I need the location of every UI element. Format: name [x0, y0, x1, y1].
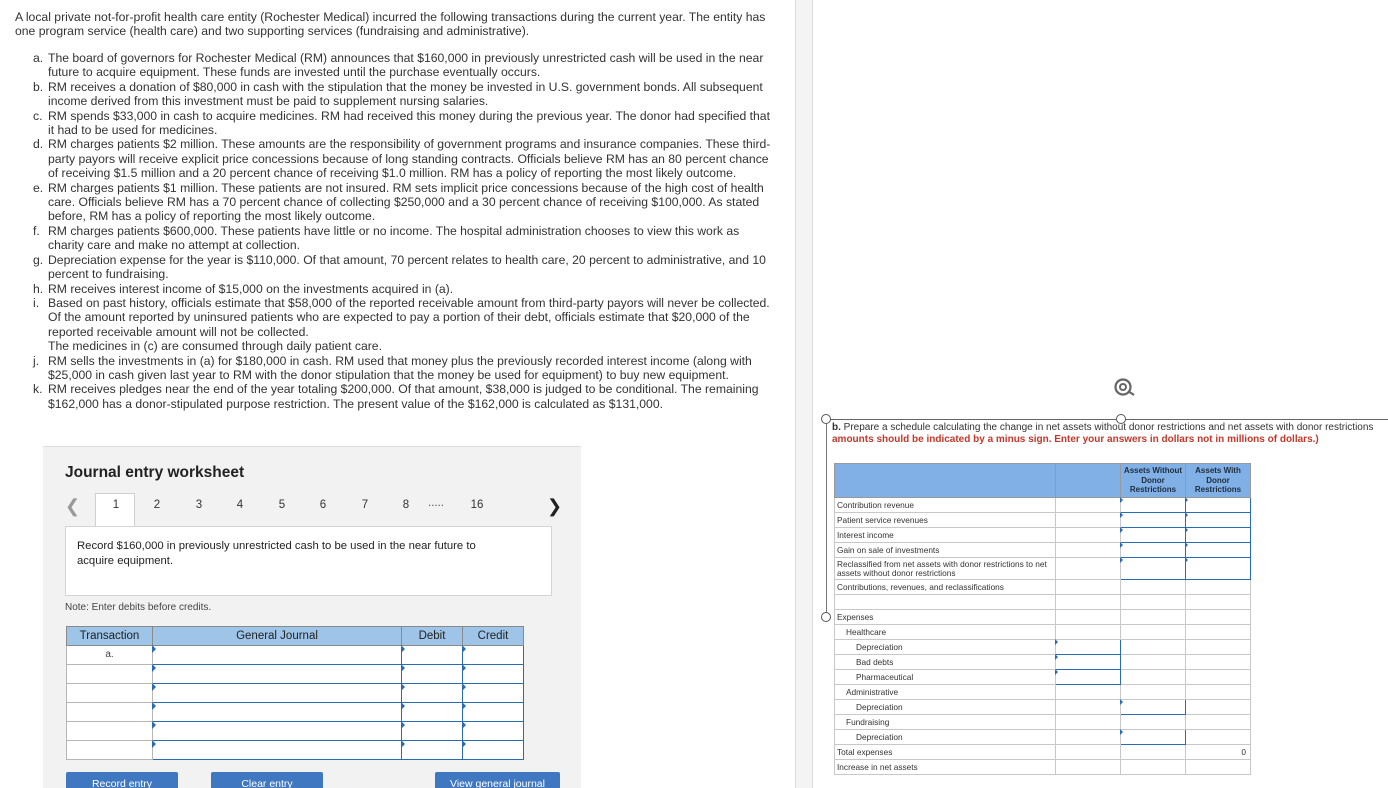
journal-row [67, 741, 524, 760]
row-spacer [835, 595, 1056, 610]
schedule-header-label [835, 464, 1056, 498]
transaction-item [33, 181, 771, 224]
schedule-input[interactable] [1121, 730, 1186, 745]
transaction-item [33, 282, 771, 296]
schedule-cell [1056, 760, 1121, 775]
page-tab[interactable]: 7 [361, 499, 369, 511]
transaction-cell [67, 684, 153, 703]
transaction-item [33, 253, 771, 282]
chevron-right-icon[interactable]: ❯ [547, 496, 563, 516]
col-without-donor: Assets Without Donor Restrictions [1121, 464, 1186, 498]
page-tab[interactable]: 4 [236, 499, 244, 511]
schedule-cell [1056, 685, 1121, 700]
credit-input[interactable] [463, 665, 524, 684]
account-input[interactable] [153, 684, 402, 703]
journal-row [67, 703, 524, 722]
row-increase-net-assets: Increase in net assets [835, 760, 1056, 775]
row-healthcare: Healthcare [835, 625, 1056, 640]
schedule-input[interactable] [1186, 513, 1251, 528]
transaction-letter: i. [33, 295, 40, 310]
schedule-input[interactable] [1186, 558, 1251, 580]
row-patient-service-revenues: Patient service revenues [835, 513, 1056, 528]
anchor-dot [821, 612, 831, 622]
worksheet-title: Journal entry worksheet [65, 464, 245, 481]
page-tab[interactable]: 5 [278, 499, 286, 511]
debit-input[interactable] [402, 646, 463, 665]
col-with-donor: Assets With Donor Restrictions [1186, 464, 1251, 498]
total-with-donor-value: 0 [1186, 745, 1251, 760]
transaction-list [33, 51, 771, 411]
schedule-cell [1121, 760, 1186, 775]
transaction-text: The board of governors for Rochester Medical (RM) announces that $160,000 in previously unrestricted cash will be used in the near future to acquire equipment. These funds are invested until the purchase eventually occurs. [48, 51, 764, 80]
transaction-cell [67, 741, 153, 760]
transaction-item [33, 296, 771, 354]
schedule-cell [1056, 730, 1121, 745]
account-input[interactable] [153, 703, 402, 722]
row-contribution-revenue: Contribution revenue [835, 498, 1056, 513]
journal-row [67, 665, 524, 684]
row-administrative: Administrative [835, 685, 1056, 700]
schedule-cell [1056, 745, 1121, 760]
transaction-text: Depreciation expense for the year is $110,000. Of that amount, 70 percent relates to health care, 20 percent to administrative, and 10 percent to fundraising. [48, 252, 766, 282]
row-expenses: Expenses [835, 610, 1056, 625]
transaction-letter: g. [33, 252, 44, 267]
page-tab[interactable]: 16 [470, 499, 484, 511]
page-ellipsis: ..... [428, 497, 444, 509]
transaction-letter: h. [33, 281, 44, 296]
schedule-cell [1121, 640, 1186, 655]
schedule-cell [1121, 625, 1186, 640]
debit-credit-note: Note: Enter debits before credits. [65, 602, 212, 613]
transaction-text: RM charges patients $600,000. These patients have little or no income. The hospital administration chooses to view this work as charity care and make no attempt at collection. [48, 223, 740, 253]
general-journal-table [66, 626, 524, 760]
schedule-cell [1186, 730, 1251, 745]
debit-input[interactable] [402, 665, 463, 684]
transaction-text: RM spends $33,000 in cash to acquire medicines. RM had received this money during the previous year. The donor had specified that it had to be used for medicines. [48, 108, 770, 138]
schedule-cell [1121, 580, 1186, 595]
credit-input[interactable] [463, 684, 524, 703]
journal-row [67, 646, 524, 665]
transaction-text: RM receives pledges near the end of the year totaling $200,000. Of that amount, $38,000 is judged to be conditional. The remaining $162,000 has a donor-stipulated purpose restriction. The present value of the $162,000 is calculated as $131,000. [48, 382, 759, 411]
account-input[interactable] [153, 722, 402, 741]
transaction-item [33, 80, 771, 109]
col-debit: Debit [402, 627, 463, 646]
schedule-input[interactable] [1056, 670, 1121, 685]
clear-entry-button[interactable]: Clear entry [211, 772, 323, 788]
row-fundraising-depreciation: Depreciation [835, 730, 1056, 745]
transaction-cell [67, 722, 153, 741]
journal-row [67, 684, 524, 703]
transaction-letter: d. [33, 137, 44, 152]
account-input[interactable] [153, 646, 402, 665]
account-input[interactable] [153, 741, 402, 760]
row-pharmaceutical: Pharmaceutical [835, 670, 1056, 685]
schedule-input[interactable] [1121, 558, 1186, 580]
schedule-cell [1056, 715, 1121, 730]
entry-description: Record $160,000 in previously unrestricted cash to be used in the near future to acquire equipment. [77, 540, 476, 567]
credit-input[interactable] [463, 741, 524, 760]
schedule-cell [1121, 655, 1186, 670]
schedule-input[interactable] [1121, 513, 1186, 528]
transaction-cell: a. [67, 646, 153, 665]
schedule-cell [1121, 745, 1186, 760]
schedule-cell [1121, 685, 1186, 700]
transaction-letter: b. [33, 79, 44, 94]
row-contributions-total: Contributions, revenues, and reclassifications [835, 580, 1056, 595]
schedule-cell [1056, 513, 1121, 528]
view-general-journal-button[interactable]: View general journal [435, 772, 560, 788]
page-tab[interactable]: 8 [402, 499, 410, 511]
account-input[interactable] [153, 665, 402, 684]
transaction-item [33, 224, 771, 253]
schedule-cell [1186, 580, 1251, 595]
credit-input[interactable] [463, 703, 524, 722]
transaction-cell [67, 665, 153, 684]
transaction-text: Based on past history, officials estimate that $58,000 of the reported receivable amount from third-party payors will never be collected. Of the amount reported by uninsured patients who are expected to pay a portion of their debt, officials estimate that $20,000 of the reported receivable amount will not be collected. [48, 295, 770, 339]
schedule-cell [1121, 595, 1186, 610]
record-entry-button[interactable]: Record entry [66, 772, 178, 788]
chevron-left-icon[interactable]: ❮ [65, 496, 81, 516]
page-tab[interactable]: 6 [319, 499, 327, 511]
debit-input[interactable] [402, 741, 463, 760]
transaction-text: RM receives interest income of $15,000 on the investments acquired in (a). [48, 281, 454, 296]
worksheet-pager [63, 493, 563, 524]
transaction-letter: k. [33, 382, 43, 397]
schedule-cell [1121, 610, 1186, 625]
schedule-input[interactable] [1056, 640, 1121, 655]
transaction-letter: c. [33, 108, 43, 123]
schedule-cell [1056, 543, 1121, 558]
schedule-cell [1056, 595, 1121, 610]
schedule-input[interactable] [1186, 528, 1251, 543]
schedule-cell [1121, 715, 1186, 730]
transaction-item [33, 51, 771, 80]
schedule-cell [1186, 715, 1251, 730]
transaction-item [33, 137, 771, 180]
schedule-cell [1121, 670, 1186, 685]
transaction-item [33, 354, 771, 383]
schedule-cell [1186, 670, 1251, 685]
page-tab[interactable]: 3 [195, 499, 203, 511]
debit-input[interactable] [402, 703, 463, 722]
schedule-cell [1056, 558, 1121, 580]
transaction-extra-text: The medicines in (c) are consumed through daily patient care. [48, 339, 382, 354]
schedule-cell [1186, 700, 1251, 715]
row-fundraising: Fundraising [835, 715, 1056, 730]
net-assets-schedule [834, 463, 1251, 775]
page-tab[interactable]: 1 [112, 499, 120, 511]
col-credit: Credit [463, 627, 524, 646]
transaction-text: RM charges patients $2 million. These amounts are the responsibility of government programs and insurance companies. These third-party payors will receive explicit price concessions because of long standing contracts. Officials believe RM has an 80 percent chance of receiving $1.5 million and a 20 percent chance of receiving $1.0 million. RM has a policy of reporting the most likely outcome. [48, 137, 771, 181]
row-admin-depreciation: Depreciation [835, 700, 1056, 715]
schedule-cell [1056, 700, 1121, 715]
row-interest-income: Interest income [835, 528, 1056, 543]
schedule-cell [1056, 580, 1121, 595]
schedule-input[interactable] [1121, 528, 1186, 543]
schedule-cell [1186, 685, 1251, 700]
schedule-input[interactable] [1121, 700, 1186, 715]
row-gain-on-sale: Gain on sale of investments [835, 543, 1056, 558]
col-transaction: Transaction [67, 627, 153, 646]
transaction-item [33, 109, 771, 138]
row-reclassified: Reclassified from net assets with donor restrictions to net assets without donor restrictions [835, 558, 1056, 580]
journal-entry-worksheet [43, 446, 581, 788]
transaction-text: RM receives a donation of $80,000 in cash with the stipulation that the money be invested in U.S. government bonds. All subsequent income derived from this investment must be paid to supplement nursing salaries. [48, 79, 763, 109]
section-rule-vertical [826, 424, 827, 614]
schedule-cell [1186, 625, 1251, 640]
entry-description-box [65, 526, 552, 596]
credit-input[interactable] [463, 722, 524, 741]
page-tab[interactable]: 2 [153, 499, 161, 511]
transaction-cell [67, 703, 153, 722]
transaction-text: RM sells the investments in (a) for $180,000 in cash. RM used that money plus the previously recorded interest income (along with $25,000 in cash given last year to RM with the donor stipulation that the money be used for equipment) to buy new equipment. [48, 353, 752, 382]
schedule-cell [1056, 528, 1121, 543]
row-healthcare-depreciation: Depreciation [835, 640, 1056, 655]
transaction-letter: e. [33, 180, 44, 195]
pane-divider[interactable] [795, 0, 813, 788]
schedule-input[interactable] [1121, 543, 1186, 558]
credit-input[interactable] [463, 646, 524, 665]
problem-intro: A local private not-for-profit health care entity (Rochester Medical) incurred the following transactions during the current year. The entity has one program service (health care) and two supporting services (fundraising and administrative). [15, 10, 766, 39]
schedule-input[interactable] [1186, 498, 1251, 513]
debit-input[interactable] [402, 684, 463, 703]
section-rule [826, 419, 1388, 420]
schedule-cell [1186, 595, 1251, 610]
schedule-cell [1186, 760, 1251, 775]
schedule-input[interactable] [1121, 498, 1186, 513]
row-bad-debts: Bad debts [835, 655, 1056, 670]
schedule-input[interactable] [1056, 655, 1121, 670]
schedule-cell [1186, 655, 1251, 670]
transaction-letter: a. [33, 51, 44, 65]
transaction-item [33, 382, 771, 411]
schedule-cell [1186, 640, 1251, 655]
refresh-icon[interactable] [1111, 376, 1137, 398]
transaction-text: RM charges patients $1 million. These patients are not insured. RM sets implicit price concessions because of the high cost of health care. Officials believe RM has a 70 percent chance of collecting $250,000 and a 30 percent chance of receiving $100,000. As stated before, RM has a policy of reporting the most likely outcome. [48, 180, 764, 224]
row-total-expenses: Total expenses [835, 745, 1056, 760]
transaction-letter: f. [33, 223, 40, 238]
schedule-cell [1186, 610, 1251, 625]
col-general-journal: General Journal [153, 627, 402, 646]
part-b-instruction-warning: amounts should be indicated by a minus sign. Enter your answers in dollars not in millions of dollars.) [832, 434, 1319, 445]
schedule-cell [1056, 498, 1121, 513]
journal-row [67, 722, 524, 741]
anchor-dot [821, 414, 831, 424]
schedule-cell [1056, 610, 1121, 625]
part-b-instruction-text: Prepare a schedule calculating the change in net assets without donor restrictions and net assets with donor restrictions [843, 422, 1374, 433]
debit-input[interactable] [402, 722, 463, 741]
schedule-cell [1056, 625, 1121, 640]
part-b-label: b. [832, 422, 841, 433]
schedule-input[interactable] [1186, 543, 1251, 558]
part-b-instruction [832, 422, 1388, 446]
transaction-letter: j. [33, 353, 40, 368]
schedule-header-blank [1056, 464, 1121, 498]
